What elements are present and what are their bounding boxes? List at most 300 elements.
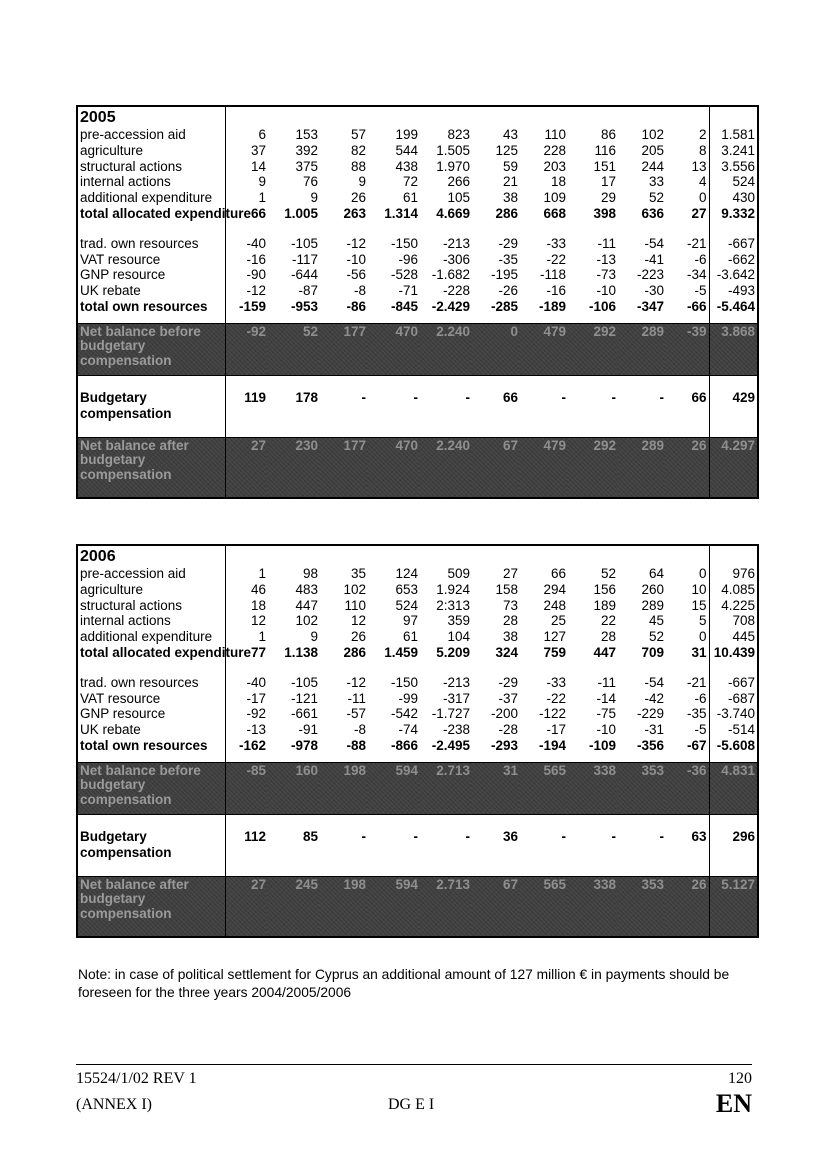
value-cell: 52 [648,190,664,206]
value-cell: 338 [567,876,617,937]
expenditure-row [77,174,758,190]
total-cell: 3.868 [709,323,758,375]
value-cell: -21 [665,675,709,691]
value-cell [567,222,617,236]
value-cell: -96 [398,251,418,267]
resource-row [77,706,758,722]
total-cell: 976 [732,566,755,581]
value-cell [471,661,519,675]
year-heading-row [77,106,758,127]
value-cell: 37 [250,142,266,158]
total-cell: 429 [732,389,755,405]
value-cell: -54 [644,235,664,251]
value-cell [319,106,367,127]
value-cell: - [413,828,418,844]
value-cell: -17 [546,722,566,738]
value-cell: -54 [644,674,664,690]
value-cell: 359 [447,613,470,629]
value-cell [567,814,617,829]
value-cell: -10 [596,283,616,299]
value-cell: - [561,828,566,844]
value-cell: -106 [588,298,616,314]
value-cell: -29 [498,235,518,251]
value-cell: -42 [644,690,664,706]
value-cell [471,222,519,236]
value-cell: - [561,389,566,405]
value-cell: 228 [543,142,566,158]
value-cell: -223 [636,267,664,283]
value-cell [471,862,519,877]
value-cell: - [465,389,470,405]
value-cell: 1.970 [436,158,470,174]
footer-rule [76,1064,752,1065]
row-label [77,423,225,438]
value-cell [665,545,709,566]
total-cell: 4.085 [721,581,755,597]
value-cell: 26 [665,876,709,937]
value-cell: 177 [319,437,367,498]
value-cell: - [361,389,366,405]
spacer-row [77,315,758,324]
value-cell: -39 [665,323,709,375]
value-cell: -13 [596,251,616,267]
value-cell: -953 [290,298,318,314]
budgetary-compensation-row [77,390,758,423]
value-cell: 45 [648,613,664,629]
value-cell: 5 [665,613,709,629]
language-code: EN [715,1089,752,1118]
value-cell: 205 [641,142,664,158]
value-cell [267,423,319,438]
value-cell: 12 [350,613,366,629]
value-cell: 245 [267,876,319,937]
value-cell: -2.495 [431,737,470,753]
value-cell: 102 [641,127,664,142]
value-cell: 9 [310,629,318,645]
value-cell [419,862,471,877]
budget-table-2006 [76,544,759,938]
row-label: trad. own resources [77,675,225,691]
value-cell: 198 [319,876,367,937]
resource-row [77,675,758,691]
value-cell [665,423,709,438]
value-cell: 594 [367,876,419,937]
expenditure-row [77,127,758,143]
value-cell: 178 [295,389,318,405]
value-cell: 447 [295,597,318,613]
total-cell [709,545,758,566]
value-cell: -16 [546,283,566,299]
value-cell: 52 [600,566,616,581]
total-cell: -3.642 [716,267,755,283]
value-cell [267,862,319,877]
value-cell: -347 [636,298,664,314]
value-cell: 266 [447,174,470,190]
total-cell [709,375,758,390]
value-cell: 110 [344,597,366,613]
value-cell: 27 [225,876,267,937]
value-cell [267,545,319,566]
value-cell: -91 [298,722,318,738]
row-label: 2005 [77,106,225,127]
total-cell [709,814,758,829]
total-resources-row [77,299,758,315]
value-cell: 286 [495,205,518,221]
value-cell: 36 [502,828,518,844]
value-cell [319,315,367,324]
value-cell: 104 [447,629,470,645]
value-cell [319,862,367,877]
value-cell: 124 [395,566,418,581]
value-cell [367,545,419,566]
value-cell [665,661,709,675]
value-cell: -57 [346,706,366,722]
value-cell: -22 [546,251,566,267]
value-cell: 1.459 [384,644,418,660]
value-cell [319,754,367,763]
value-cell [225,315,267,324]
row-label [77,754,225,763]
value-cell: 5.209 [436,644,470,660]
value-cell: -74 [398,722,418,738]
value-cell: 292 [567,323,617,375]
row-label: GNP resource [77,706,225,722]
value-cell [519,423,567,438]
value-cell [519,315,567,324]
value-cell: 1.505 [436,142,470,158]
value-cell [367,754,419,763]
value-cell [617,106,665,127]
value-cell [471,106,519,127]
value-cell [471,545,519,566]
value-cell: 102 [343,581,366,597]
total-cell [709,754,758,763]
value-cell: 8 [665,143,709,159]
value-cell [225,375,267,390]
value-cell: 64 [648,566,664,581]
expenditure-row [77,190,758,206]
budgetary-compensation-row [77,829,758,862]
value-cell: -528 [390,267,418,283]
document-reference: 15524/1/02 REV 1 [76,1070,197,1087]
value-cell: 110 [544,127,566,142]
value-cell: 158 [495,581,518,597]
value-cell: -105 [290,674,318,690]
row-label: agriculture [77,582,225,598]
value-cell: 353 [617,762,665,814]
value-cell: -189 [538,298,566,314]
total-cell: 524 [732,174,755,190]
row-label [77,661,225,675]
value-cell: -200 [490,706,518,722]
total-cell: -5.608 [716,737,755,753]
value-cell: 76 [302,174,318,190]
value-cell: 6 [258,127,266,142]
total-cell: 1.581 [721,127,755,142]
value-cell: 0 [471,323,519,375]
value-cell [471,315,519,324]
total-resources-row [77,738,758,754]
value-cell: 28 [600,629,616,645]
value-cell [665,814,709,829]
value-cell: -306 [442,251,470,267]
value-cell [567,375,617,390]
value-cell: 125 [495,142,518,158]
value-cell: 1 [258,190,266,206]
value-cell: 18 [550,174,566,190]
resource-row [77,722,758,738]
year-heading-row [77,545,758,566]
spacer-row [77,754,758,763]
value-cell: -11 [597,235,616,251]
value-cell: -88 [346,737,366,753]
value-cell: -31 [644,722,664,738]
value-cell: 109 [543,190,566,206]
value-cell: -17 [246,690,266,706]
total-cell: 9.332 [721,205,755,221]
value-cell [617,545,665,566]
value-cell: -213 [442,674,470,690]
value-cell: 248 [543,597,566,613]
expenditure-row [77,582,758,598]
total-cell: 5.127 [709,876,758,937]
value-cell [617,814,665,829]
value-cell [419,814,471,829]
value-cell: -92 [225,323,267,375]
value-cell: -71 [398,283,418,299]
value-cell: 2.240 [419,323,471,375]
value-cell: 26 [665,437,709,498]
value-cell: 127 [543,629,566,645]
value-cell: -194 [538,737,566,753]
value-cell: -117 [291,251,318,267]
value-cell [267,106,319,127]
value-cell: 0 [665,566,709,582]
value-cell: 29 [600,190,616,206]
value-cell: -285 [490,298,518,314]
row-label [77,814,225,829]
value-cell: -37 [498,690,518,706]
value-cell: -1.682 [431,267,470,283]
value-cell: 392 [295,142,318,158]
value-cell: -35 [498,251,518,267]
value-cell [319,814,367,829]
value-cell: 203 [543,158,566,174]
value-cell: 52 [648,629,664,645]
value-cell: - [465,828,470,844]
value-cell [419,545,471,566]
total-cell: -493 [727,283,755,299]
value-cell: 324 [495,644,518,660]
value-cell [367,661,419,675]
value-cell: 10 [665,582,709,598]
value-cell: 156 [593,581,616,597]
value-cell: 2 [665,127,709,143]
row-label [77,315,225,324]
total-cell: -662 [727,251,755,267]
total-cell [709,222,758,236]
value-cell [367,423,419,438]
value-cell [267,814,319,829]
value-cell [519,754,567,763]
value-cell [665,375,709,390]
value-cell: -12 [246,283,266,299]
value-cell: 294 [543,581,566,597]
value-cell: -293 [490,737,518,753]
value-cell: 97 [402,613,418,629]
value-cell: 4.669 [436,205,470,221]
value-cell [471,814,519,829]
value-cell: 189 [593,597,616,613]
value-cell: 479 [519,323,567,375]
value-cell: 46 [250,581,266,597]
value-cell: -317 [442,690,470,706]
value-cell: -36 [665,762,709,814]
value-cell [367,222,419,236]
value-cell: 28 [502,613,518,629]
row-label [77,222,225,236]
value-cell: -40 [246,674,266,690]
value-cell: 565 [519,762,567,814]
value-cell [471,423,519,438]
value-cell: 43 [502,127,518,142]
row-label: VAT resource [77,252,225,268]
value-cell: 668 [543,205,566,221]
value-cell [367,814,419,829]
value-cell [419,375,471,390]
annex-label: (ANNEX I) [76,1096,152,1113]
value-cell: -866 [390,737,418,753]
row-label: Net balance after budgetary compensation [77,437,225,498]
value-cell: -33 [546,235,566,251]
value-cell: -92 [246,706,266,722]
value-cell: -67 [665,738,709,754]
value-cell: -34 [665,267,709,283]
value-cell: -41 [644,251,664,267]
value-cell: 653 [395,581,418,597]
value-cell [617,315,665,324]
row-label: UK rebate [77,722,225,738]
value-cell: 2.240 [419,437,471,498]
value-cell: 338 [567,762,617,814]
value-cell: 2.713 [419,762,471,814]
value-cell: -87 [298,283,318,299]
value-cell: 636 [641,205,664,221]
expenditure-row [77,159,758,175]
row-label: internal actions [77,613,225,629]
row-label: total allocated expenditure [77,645,225,661]
total-cell: 445 [732,629,755,645]
value-cell: 524 [395,597,418,613]
value-cell [267,661,319,675]
row-label: total own resources [77,738,225,754]
value-cell: -228 [442,283,470,299]
value-cell: 21 [502,174,518,190]
value-cell: 509 [447,566,470,581]
value-cell: 82 [350,142,366,158]
value-cell [225,423,267,438]
value-cell: -542 [390,706,418,722]
value-cell: - [611,828,616,844]
value-cell: -29 [498,674,518,690]
value-cell: 86 [600,127,616,142]
value-cell: 72 [402,174,418,190]
value-cell: 1.005 [284,205,318,221]
value-cell: -661 [290,706,318,722]
value-cell: -99 [398,690,418,706]
value-cell [617,375,665,390]
expenditure-row [77,629,758,645]
value-cell [225,106,267,127]
value-cell: 31 [665,645,709,661]
value-cell: - [611,389,616,405]
value-cell: 438 [395,158,418,174]
value-cell: 565 [519,876,567,937]
value-cell: -8 [353,283,366,299]
value-cell: -122 [538,706,566,722]
value-cell: 15 [665,598,709,614]
value-cell [225,754,267,763]
total-cell: 708 [732,613,755,629]
value-cell: 112 [244,828,266,844]
value-cell: 102 [295,613,318,629]
value-cell [519,862,567,877]
value-cell: 119 [244,389,266,405]
value-cell [519,375,567,390]
total-cell: -667 [727,674,755,690]
row-label: structural actions [77,159,225,175]
value-cell: 1.314 [384,205,418,221]
value-cell [519,545,567,566]
value-cell: -28 [498,722,518,738]
value-cell: 289 [617,437,665,498]
expenditure-row [77,598,758,614]
value-cell: 199 [395,127,418,142]
value-cell: 31 [471,762,519,814]
row-label: total allocated expenditure [77,206,225,222]
value-cell: 1 [258,566,266,581]
value-cell [267,375,319,390]
value-cell: 2.713 [419,876,471,937]
row-label: Net balance before budgetary compensation [77,762,225,814]
cyprus-note: Note: in case of political settlement for Cyprus an additional amount of 127 million € in payments should be foreseen for the three years 2004/2005/2006 [78,967,730,1000]
total-cell: -5.464 [716,298,755,314]
value-cell: -33 [546,674,566,690]
value-cell: 27 [665,206,709,222]
value-cell: 13 [665,159,709,175]
value-cell [225,222,267,236]
value-cell [471,754,519,763]
value-cell: -13 [246,722,266,738]
value-cell: - [413,389,418,405]
value-cell: 177 [319,323,367,375]
value-cell: -5 [665,722,709,738]
row-label: Budgetary compensation [77,829,225,862]
value-cell: 59 [502,158,518,174]
row-label: pre-accession aid [77,127,225,143]
value-cell: 1 [258,629,266,645]
value-cell: -35 [665,706,709,722]
value-cell [567,423,617,438]
value-cell: 544 [395,142,418,158]
total-cell: 4.297 [709,437,758,498]
value-cell: 35 [350,566,366,581]
value-cell [567,545,617,566]
value-cell: -12 [346,235,366,251]
value-cell [617,661,665,675]
value-cell: -8 [353,722,366,738]
resource-row [77,267,758,283]
